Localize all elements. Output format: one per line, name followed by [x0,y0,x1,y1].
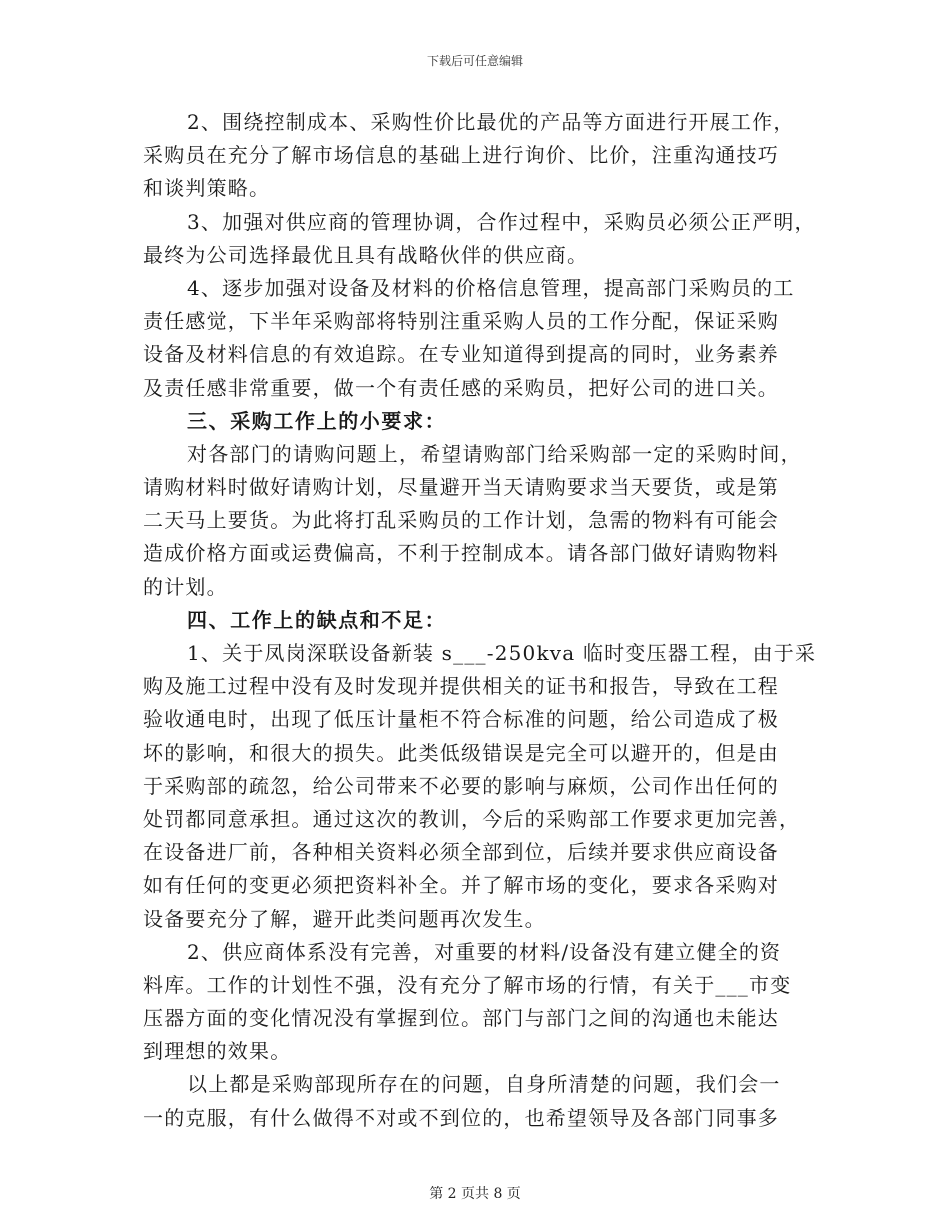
paragraph-line: 料库。工作的计划性不强，没有充分了解市场的行情，有关于___市变 [143,972,792,997]
paragraph-line: 于采购部的疏忽，给公司带来不必要的影响与麻烦，公司作出任何的 [143,773,779,798]
paragraph-line: 3、加强对供应商的管理协调，合作过程中，采购员必须公正严明， [187,209,816,234]
paragraph-line: 设备要充分了解，避开此类问题再次发生。 [143,906,546,931]
paragraph-line: 的计划。 [143,574,228,599]
paragraph-line: 和谈判策略。 [143,176,271,201]
paragraph-line: 购及施工过程中没有及时发现并提供相关的证书和报告，导致在工程 [143,674,779,699]
paragraph-line: 以上都是采购部现所存在的问题，自身所清楚的问题，我们会一 [187,1072,781,1097]
paragraph-line: 责任感觉，下半年采购部将特别注重采购人员的工作分配，保证采购 [143,309,779,334]
paragraph-line: 处罚都同意承担。通过这次的教训，今后的采购部工作要求更加完善， [143,806,801,831]
section-heading: 四、工作上的缺点和不足： [187,607,447,632]
document-body [143,106,817,1135]
paragraph-line: 对各部门的请购问题上，希望请购部门给采购部一定的采购时间， [187,441,802,466]
page-header: 下载后可任意编辑 [426,54,523,68]
paragraph-line: 坏的影响，和很大的损失。此类低级错误是完全可以避开的，但是由 [143,740,779,765]
paragraph-line: 如有任何的变更必须把资料补全。并了解市场的变化，要求各采购对 [143,873,779,898]
paragraph-line: 4、逐步加强对设备及材料的价格信息管理，提高部门采购员的工 [187,275,795,300]
paragraph-line: 最终为公司选择最优且具有战略伙伴的供应商。 [143,242,589,267]
paragraph-line: 造成价格方面或运费偏高，不利于控制成本。请各部门做好请购物料 [143,541,779,566]
paragraph-line: 2、围绕控制成本、采购性价比最优的产品等方面进行开展工作， [187,110,795,134]
paragraph-line: 在设备进厂前，各种相关资料必须全部到位，后续并要求供应商设备 [143,840,779,865]
page-footer: 第 2 页共 8 页 [429,1186,521,1202]
section-heading: 三、采购工作上的小要求： [187,408,447,433]
paragraph-line: 一的克服，有什么做得不对或不到位的，也希望领导及各部门同事多 [143,1105,779,1130]
paragraph-line: 及责任感非常重要，做一个有责任感的采购员，把好公司的进口关。 [143,375,779,400]
paragraph-line: 验收通电时，出现了低压计量柜不符合标准的问题，给公司造成了极 [143,707,779,732]
paragraph-line: 请购材料时做好请购计划，尽量避开当天请购要求当天要货，或是第 [143,475,779,500]
paragraph-line: 二天马上要货。为此将打乱采购员的工作计划，急需的物料有可能会 [143,508,779,533]
paragraph-line: 2、供应商体系没有完善，对重要的材料/设备没有建立健全的资 [187,939,782,964]
paragraph-line: 1、关于凤岗深联设备新装 s___-250kva 临时变压器工程，由于采 [187,641,817,665]
paragraph-line: 设备及材料信息的有效追踪。在专业知道得到提高的同时，业务素养 [143,342,779,367]
paragraph-line: 压器方面的变化情况没有掌握到位。部门与部门之间的沟通也未能达 [143,1006,779,1031]
paragraph-line: 到理想的效果。 [143,1039,292,1064]
paragraph-line: 采购员在充分了解市场信息的基础上进行询价、比价，注重沟通技巧 [143,143,779,168]
